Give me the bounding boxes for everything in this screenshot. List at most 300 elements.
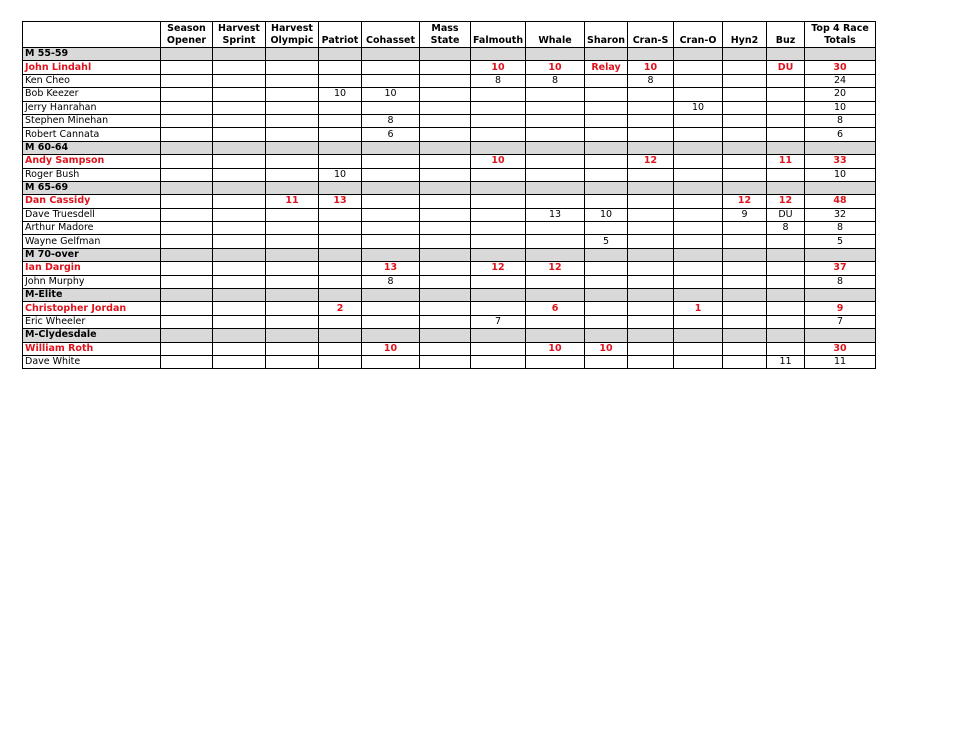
score-cell — [420, 342, 471, 355]
score-cell — [526, 114, 585, 127]
score-cell — [161, 61, 213, 74]
total-cell: 6 — [805, 128, 876, 141]
score-cell — [471, 342, 526, 355]
group-leader-row — [23, 262, 876, 275]
score-cell — [674, 88, 723, 101]
group-filler-cell — [319, 141, 362, 154]
group-filler-cell — [526, 141, 585, 154]
score-cell — [585, 302, 628, 315]
total-cell: 33 — [805, 155, 876, 168]
score-cell — [420, 195, 471, 208]
runner-row — [23, 275, 876, 288]
score-cell — [161, 101, 213, 114]
score-cell — [585, 155, 628, 168]
score-cell — [213, 114, 266, 127]
score-cell — [674, 195, 723, 208]
score-cell: 6 — [526, 302, 585, 315]
score-cell — [628, 355, 674, 368]
age-group-label: M-Clydesdale — [23, 329, 161, 342]
score-cell — [471, 101, 526, 114]
group-filler-cell — [319, 48, 362, 61]
score-cell — [213, 262, 266, 275]
group-filler-cell — [526, 248, 585, 261]
group-filler-cell — [526, 48, 585, 61]
column-header: Patriot — [319, 22, 362, 48]
group-filler-cell — [767, 141, 805, 154]
score-cell — [161, 302, 213, 315]
score-cell — [161, 195, 213, 208]
group-filler-cell — [362, 329, 420, 342]
score-cell — [213, 235, 266, 248]
runner-name: Andy Sampson — [23, 155, 161, 168]
score-cell: 13 — [526, 208, 585, 221]
score-cell: 1 — [674, 302, 723, 315]
score-cell — [266, 235, 319, 248]
score-cell — [674, 235, 723, 248]
group-leader-row — [23, 155, 876, 168]
total-cell: 32 — [805, 208, 876, 221]
group-filler-cell — [628, 329, 674, 342]
runner-name: John Lindahl — [23, 61, 161, 74]
score-cell — [213, 302, 266, 315]
group-filler-cell — [213, 181, 266, 194]
group-leader-row — [23, 195, 876, 208]
group-filler-cell — [161, 248, 213, 261]
score-cell — [723, 235, 767, 248]
score-cell — [362, 315, 420, 328]
group-filler-cell — [471, 141, 526, 154]
runner-row — [23, 222, 876, 235]
score-cell — [266, 114, 319, 127]
score-cell: 12 — [628, 155, 674, 168]
score-cell — [319, 222, 362, 235]
runner-name: Ken Cheo — [23, 74, 161, 87]
score-cell — [526, 275, 585, 288]
score-cell — [362, 355, 420, 368]
group-filler-cell — [362, 289, 420, 302]
score-cell — [319, 208, 362, 221]
score-cell: 6 — [362, 128, 420, 141]
score-cell — [161, 128, 213, 141]
runner-name: Dave Truesdell — [23, 208, 161, 221]
score-cell — [266, 342, 319, 355]
score-cell — [161, 262, 213, 275]
age-group-row — [23, 289, 876, 302]
score-cell: 10 — [674, 101, 723, 114]
score-cell — [526, 235, 585, 248]
score-cell — [723, 74, 767, 87]
score-cell — [420, 208, 471, 221]
score-cell — [213, 168, 266, 181]
total-cell: 9 — [805, 302, 876, 315]
score-cell — [628, 302, 674, 315]
score-cell — [266, 222, 319, 235]
group-filler-cell — [319, 181, 362, 194]
score-cell — [161, 222, 213, 235]
score-cell — [161, 355, 213, 368]
runner-row — [23, 101, 876, 114]
group-filler-cell — [471, 289, 526, 302]
runner-name: Ian Dargin — [23, 262, 161, 275]
score-cell — [767, 235, 805, 248]
score-cell — [420, 61, 471, 74]
score-cell — [362, 74, 420, 87]
group-filler-cell — [471, 48, 526, 61]
score-cell: 11 — [767, 355, 805, 368]
group-filler-cell — [471, 181, 526, 194]
score-cell: 10 — [585, 208, 628, 221]
score-cell — [723, 61, 767, 74]
score-cell: 11 — [266, 195, 319, 208]
group-filler-cell — [805, 141, 876, 154]
score-cell — [420, 168, 471, 181]
runner-name: Jerry Hanrahan — [23, 101, 161, 114]
score-cell — [767, 114, 805, 127]
score-cell — [471, 235, 526, 248]
score-cell — [319, 315, 362, 328]
score-cell — [526, 101, 585, 114]
score-cell: 10 — [319, 88, 362, 101]
score-cell — [420, 155, 471, 168]
age-group-label: M 55-59 — [23, 48, 161, 61]
group-filler-cell — [674, 48, 723, 61]
total-cell: 20 — [805, 88, 876, 101]
score-cell — [266, 302, 319, 315]
total-cell: 5 — [805, 235, 876, 248]
score-cell — [526, 222, 585, 235]
score-cell — [420, 315, 471, 328]
score-cell — [420, 128, 471, 141]
group-filler-cell — [628, 248, 674, 261]
score-cell — [723, 315, 767, 328]
score-cell: 8 — [767, 222, 805, 235]
score-cell — [723, 88, 767, 101]
runner-name: Eric Wheeler — [23, 315, 161, 328]
score-cell: 13 — [362, 262, 420, 275]
group-filler-cell — [526, 329, 585, 342]
score-cell — [213, 355, 266, 368]
score-cell — [161, 88, 213, 101]
score-cell — [161, 155, 213, 168]
score-cell — [674, 74, 723, 87]
score-cell — [420, 114, 471, 127]
runner-name: Roger Bush — [23, 168, 161, 181]
runner-row — [23, 128, 876, 141]
score-cell — [362, 208, 420, 221]
group-filler-cell — [420, 48, 471, 61]
score-cell — [723, 262, 767, 275]
group-filler-cell — [213, 141, 266, 154]
runner-name: William Roth — [23, 342, 161, 355]
total-cell: 30 — [805, 61, 876, 74]
column-header: Harvest Olympic — [266, 22, 319, 48]
standings-table — [22, 21, 876, 369]
group-filler-cell — [805, 181, 876, 194]
score-cell — [362, 195, 420, 208]
score-cell: 8 — [362, 275, 420, 288]
score-cell — [213, 128, 266, 141]
score-cell — [420, 88, 471, 101]
score-cell — [471, 275, 526, 288]
score-cell — [628, 315, 674, 328]
score-cell — [161, 114, 213, 127]
score-cell — [471, 88, 526, 101]
score-cell — [585, 355, 628, 368]
score-cell — [213, 74, 266, 87]
score-cell — [420, 262, 471, 275]
column-header: Harvest Sprint — [213, 22, 266, 48]
score-cell — [266, 61, 319, 74]
score-cell — [723, 101, 767, 114]
score-cell — [526, 168, 585, 181]
group-filler-cell — [628, 141, 674, 154]
group-filler-cell — [362, 181, 420, 194]
score-cell — [674, 168, 723, 181]
score-cell — [161, 168, 213, 181]
score-cell — [585, 128, 628, 141]
group-filler-cell — [723, 329, 767, 342]
total-cell: 24 — [805, 74, 876, 87]
score-cell: 12 — [723, 195, 767, 208]
score-cell — [266, 101, 319, 114]
total-cell: 7 — [805, 315, 876, 328]
group-filler-cell — [767, 248, 805, 261]
score-cell — [161, 235, 213, 248]
score-cell — [628, 208, 674, 221]
group-filler-cell — [161, 329, 213, 342]
score-cell — [723, 128, 767, 141]
score-cell — [420, 355, 471, 368]
score-cell — [628, 262, 674, 275]
score-cell — [674, 275, 723, 288]
score-cell — [319, 61, 362, 74]
group-filler-cell — [805, 248, 876, 261]
score-cell: 12 — [471, 262, 526, 275]
runner-row — [23, 208, 876, 221]
group-filler-cell — [628, 48, 674, 61]
group-filler-cell — [362, 48, 420, 61]
score-cell: 12 — [767, 195, 805, 208]
score-cell — [213, 222, 266, 235]
score-cell — [266, 275, 319, 288]
runner-name: Bob Keezer — [23, 88, 161, 101]
score-cell — [420, 302, 471, 315]
group-filler-cell — [420, 248, 471, 261]
group-filler-cell — [674, 181, 723, 194]
score-cell — [767, 275, 805, 288]
group-filler-cell — [674, 289, 723, 302]
score-cell: 2 — [319, 302, 362, 315]
score-cell — [362, 302, 420, 315]
header-name-cell — [23, 22, 161, 48]
score-cell — [213, 61, 266, 74]
score-cell — [723, 275, 767, 288]
score-cell: 10 — [628, 61, 674, 74]
age-group-label: M 60-64 — [23, 141, 161, 154]
score-cell — [526, 315, 585, 328]
table-body — [23, 48, 876, 369]
age-group-row — [23, 48, 876, 61]
score-cell — [420, 235, 471, 248]
score-cell — [628, 88, 674, 101]
score-cell — [319, 275, 362, 288]
runner-row — [23, 114, 876, 127]
score-cell: 9 — [723, 208, 767, 221]
score-cell — [585, 262, 628, 275]
group-filler-cell — [767, 329, 805, 342]
header-row — [23, 22, 876, 48]
age-group-row — [23, 329, 876, 342]
runner-name: Robert Cannata — [23, 128, 161, 141]
score-cell — [723, 222, 767, 235]
age-group-row — [23, 141, 876, 154]
score-cell — [767, 128, 805, 141]
group-filler-cell — [767, 289, 805, 302]
total-cell: 48 — [805, 195, 876, 208]
score-cell: 11 — [767, 155, 805, 168]
group-filler-cell — [674, 248, 723, 261]
group-filler-cell — [723, 289, 767, 302]
group-filler-cell — [420, 289, 471, 302]
runner-row — [23, 88, 876, 101]
score-cell: 10 — [526, 342, 585, 355]
score-cell — [674, 342, 723, 355]
score-cell — [266, 262, 319, 275]
score-cell: 8 — [362, 114, 420, 127]
group-filler-cell — [526, 289, 585, 302]
total-cell: 8 — [805, 114, 876, 127]
score-cell — [585, 222, 628, 235]
column-header: Mass State — [420, 22, 471, 48]
score-cell — [266, 128, 319, 141]
score-cell — [213, 208, 266, 221]
total-cell: 30 — [805, 342, 876, 355]
group-filler-cell — [213, 48, 266, 61]
score-cell — [362, 235, 420, 248]
column-header: Cran-O — [674, 22, 723, 48]
score-cell — [628, 114, 674, 127]
score-cell — [767, 315, 805, 328]
score-cell — [767, 88, 805, 101]
runner-name: Dan Cassidy — [23, 195, 161, 208]
group-filler-cell — [319, 289, 362, 302]
runner-name: Arthur Madore — [23, 222, 161, 235]
score-cell — [266, 355, 319, 368]
runner-row — [23, 168, 876, 181]
score-cell — [628, 235, 674, 248]
group-filler-cell — [805, 48, 876, 61]
score-cell — [585, 315, 628, 328]
score-cell: 7 — [471, 315, 526, 328]
age-group-row — [23, 248, 876, 261]
group-filler-cell — [471, 248, 526, 261]
group-filler-cell — [213, 248, 266, 261]
total-cell: 37 — [805, 262, 876, 275]
column-header: Buz — [767, 22, 805, 48]
total-cell: 8 — [805, 275, 876, 288]
runner-name: Christopher Jordan — [23, 302, 161, 315]
score-cell — [471, 195, 526, 208]
column-header: Top 4 Race Totals — [805, 22, 876, 48]
score-cell — [526, 88, 585, 101]
score-cell — [723, 342, 767, 355]
column-header: Cran-S — [628, 22, 674, 48]
score-cell — [471, 114, 526, 127]
runner-name: Wayne Gelfman — [23, 235, 161, 248]
score-cell — [161, 342, 213, 355]
score-cell — [526, 195, 585, 208]
score-cell — [674, 315, 723, 328]
score-cell: 5 — [585, 235, 628, 248]
score-cell — [526, 155, 585, 168]
column-header: Whale — [526, 22, 585, 48]
group-filler-cell — [420, 141, 471, 154]
score-cell — [767, 342, 805, 355]
score-cell: 10 — [362, 88, 420, 101]
group-filler-cell — [161, 48, 213, 61]
group-filler-cell — [526, 181, 585, 194]
total-cell: 8 — [805, 222, 876, 235]
score-cell — [362, 101, 420, 114]
score-cell — [526, 355, 585, 368]
score-cell: 12 — [526, 262, 585, 275]
score-cell: DU — [767, 208, 805, 221]
score-cell — [723, 168, 767, 181]
group-filler-cell — [767, 181, 805, 194]
score-cell: DU — [767, 61, 805, 74]
score-cell — [723, 355, 767, 368]
score-cell — [266, 74, 319, 87]
score-cell — [319, 74, 362, 87]
score-cell — [674, 128, 723, 141]
score-cell: 10 — [585, 342, 628, 355]
group-filler-cell — [723, 181, 767, 194]
score-cell — [161, 208, 213, 221]
group-filler-cell — [161, 141, 213, 154]
score-cell — [213, 101, 266, 114]
group-filler-cell — [266, 329, 319, 342]
score-cell — [319, 342, 362, 355]
score-cell — [674, 208, 723, 221]
group-filler-cell — [585, 48, 628, 61]
score-cell — [585, 101, 628, 114]
score-cell — [767, 262, 805, 275]
score-cell — [723, 114, 767, 127]
score-cell — [767, 74, 805, 87]
runner-name: Dave White — [23, 355, 161, 368]
age-group-row — [23, 181, 876, 194]
score-cell — [213, 315, 266, 328]
score-cell — [161, 275, 213, 288]
runner-row — [23, 315, 876, 328]
group-filler-cell — [161, 181, 213, 194]
group-filler-cell — [628, 289, 674, 302]
score-cell: 10 — [471, 155, 526, 168]
score-cell: 10 — [526, 61, 585, 74]
group-filler-cell — [362, 141, 420, 154]
group-filler-cell — [161, 289, 213, 302]
score-cell — [674, 114, 723, 127]
age-group-label: M-Elite — [23, 289, 161, 302]
score-cell — [585, 275, 628, 288]
score-cell: 10 — [471, 61, 526, 74]
score-cell — [585, 74, 628, 87]
score-cell — [319, 262, 362, 275]
score-cell — [471, 208, 526, 221]
score-cell — [362, 222, 420, 235]
score-cell — [723, 155, 767, 168]
score-cell — [628, 275, 674, 288]
